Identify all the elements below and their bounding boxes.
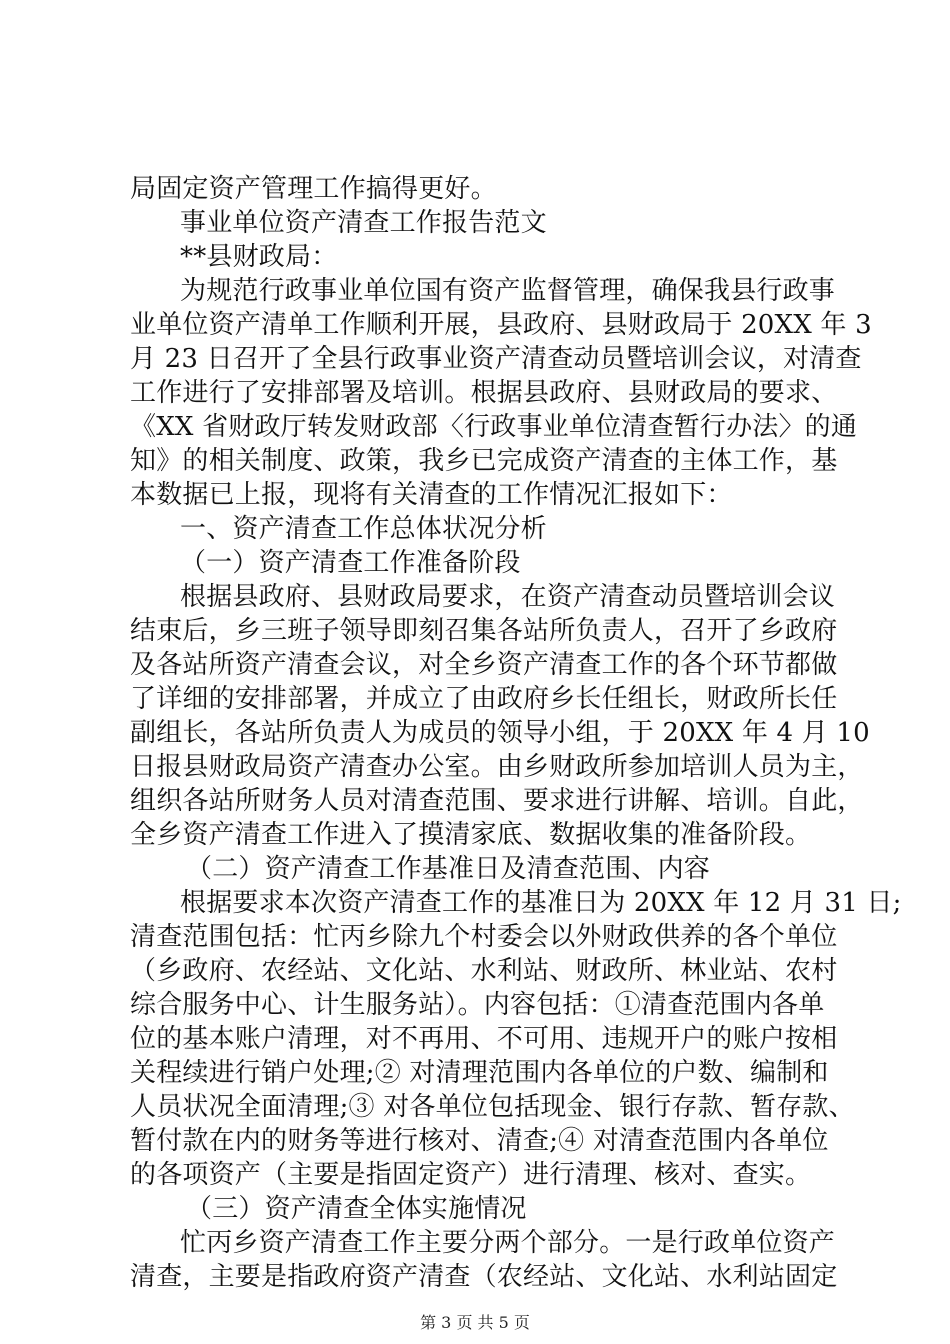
paragraph-line: 及各站所资产清查会议，对全乡资产清查工作的各个环节都做 [130, 650, 838, 680]
paragraph-line: 为规范行政事业单位国有资产监督管理，确保我县行政事 [180, 276, 836, 306]
paragraph-line: 月 23 日召开了全县行政事业资产清查动员暨培训会议，对清查 [130, 344, 862, 374]
document-title: 事业单位资产清查工作报告范文 [180, 208, 547, 238]
page-footer: 第 3 页 共 5 页 [420, 1313, 530, 1332]
paragraph-line: 组织各站所财务人员对清查范围、要求进行讲解、培训。自此， [130, 786, 864, 816]
paragraph-line: 忙丙乡资产清查工作主要分两个部分。一是行政单位资产 [180, 1228, 836, 1258]
subsection-heading: （三）资产清查全体实施情况 [186, 1194, 527, 1224]
paragraph-line: 全乡资产清查工作进入了摸清家底、数据收集的准备阶段。 [130, 820, 812, 850]
paragraph-line: 暂付款在内的财务等进行核对、清查;④ 对清查范围内各单位 [130, 1126, 829, 1156]
subsection-heading: （一）资产清查工作准备阶段 [180, 548, 521, 578]
paragraph-line: 人员状况全面清理;③ 对各单位包括现金、银行存款、暂存款、 [130, 1092, 855, 1122]
paragraph-line: 日报县财政局资产清查办公室。由乡财政所参加培训人员为主， [130, 752, 864, 782]
paragraph-line: 综合服务中心、计生服务站）。内容包括：①清查范围内各单 [130, 990, 825, 1020]
paragraph-line: 的各项资产（主要是指固定资产）进行清理、核对、查实。 [130, 1160, 812, 1190]
subsection-heading: （二）资产清查工作基准日及清查范围、内容 [186, 854, 711, 884]
paragraph-line: 清查范围包括：忙丙乡除九个村委会以外财政供养的各个单位 [130, 922, 838, 952]
paragraph-line: 关程续进行销户处理;② 对清理范围内各单位的户数、编制和 [130, 1058, 829, 1088]
paragraph-line: 了详细的安排部署，并成立了由政府乡长任组长，财政所长任 [130, 684, 838, 714]
paragraph-line: 结束后，乡三班子领导即刻召集各站所负责人，召开了乡政府 [130, 616, 838, 646]
paragraph-line: 业单位资产清单工作顺利开展，县政府、县财政局于 20XX 年 3 [130, 310, 872, 340]
body-line: 局固定资产管理工作搞得更好。 [130, 174, 497, 204]
paragraph-line: 《XX 省财政厅转发财政部〈行政事业单位清查暂行办法〉的通 [130, 412, 858, 442]
salutation: **县财政局： [180, 242, 338, 272]
paragraph-line: （乡政府、农经站、文化站、水利站、财政所、林业站、农村 [130, 956, 838, 986]
section-heading: 一、资产清查工作总体状况分析 [180, 514, 547, 544]
paragraph-line: 工作进行了安排部署及培训。根据县政府、县财政局的要求、 [130, 378, 838, 408]
paragraph-line: 根据要求本次资产清查工作的基准日为 20XX 年 12 月 31 日; [180, 888, 902, 918]
paragraph-line: 本数据已上报，现将有关清查的工作情况汇报如下： [130, 480, 733, 510]
paragraph-line: 根据县政府、县财政局要求，在资产清查动员暨培训会议 [180, 582, 836, 612]
paragraph-line: 清查，主要是指政府资产清查（农经站、文化站、水利站固定 [130, 1262, 838, 1292]
paragraph-line: 知》的相关制度、政策，我乡已完成资产清查的主体工作，基 [130, 446, 838, 476]
paragraph-line: 位的基本账户清理，对不再用、不可用、违规开户的账户按相 [130, 1024, 838, 1054]
paragraph-line: 副组长，各站所负责人为成员的领导小组，于 20XX 年 4 月 10 [130, 718, 870, 748]
